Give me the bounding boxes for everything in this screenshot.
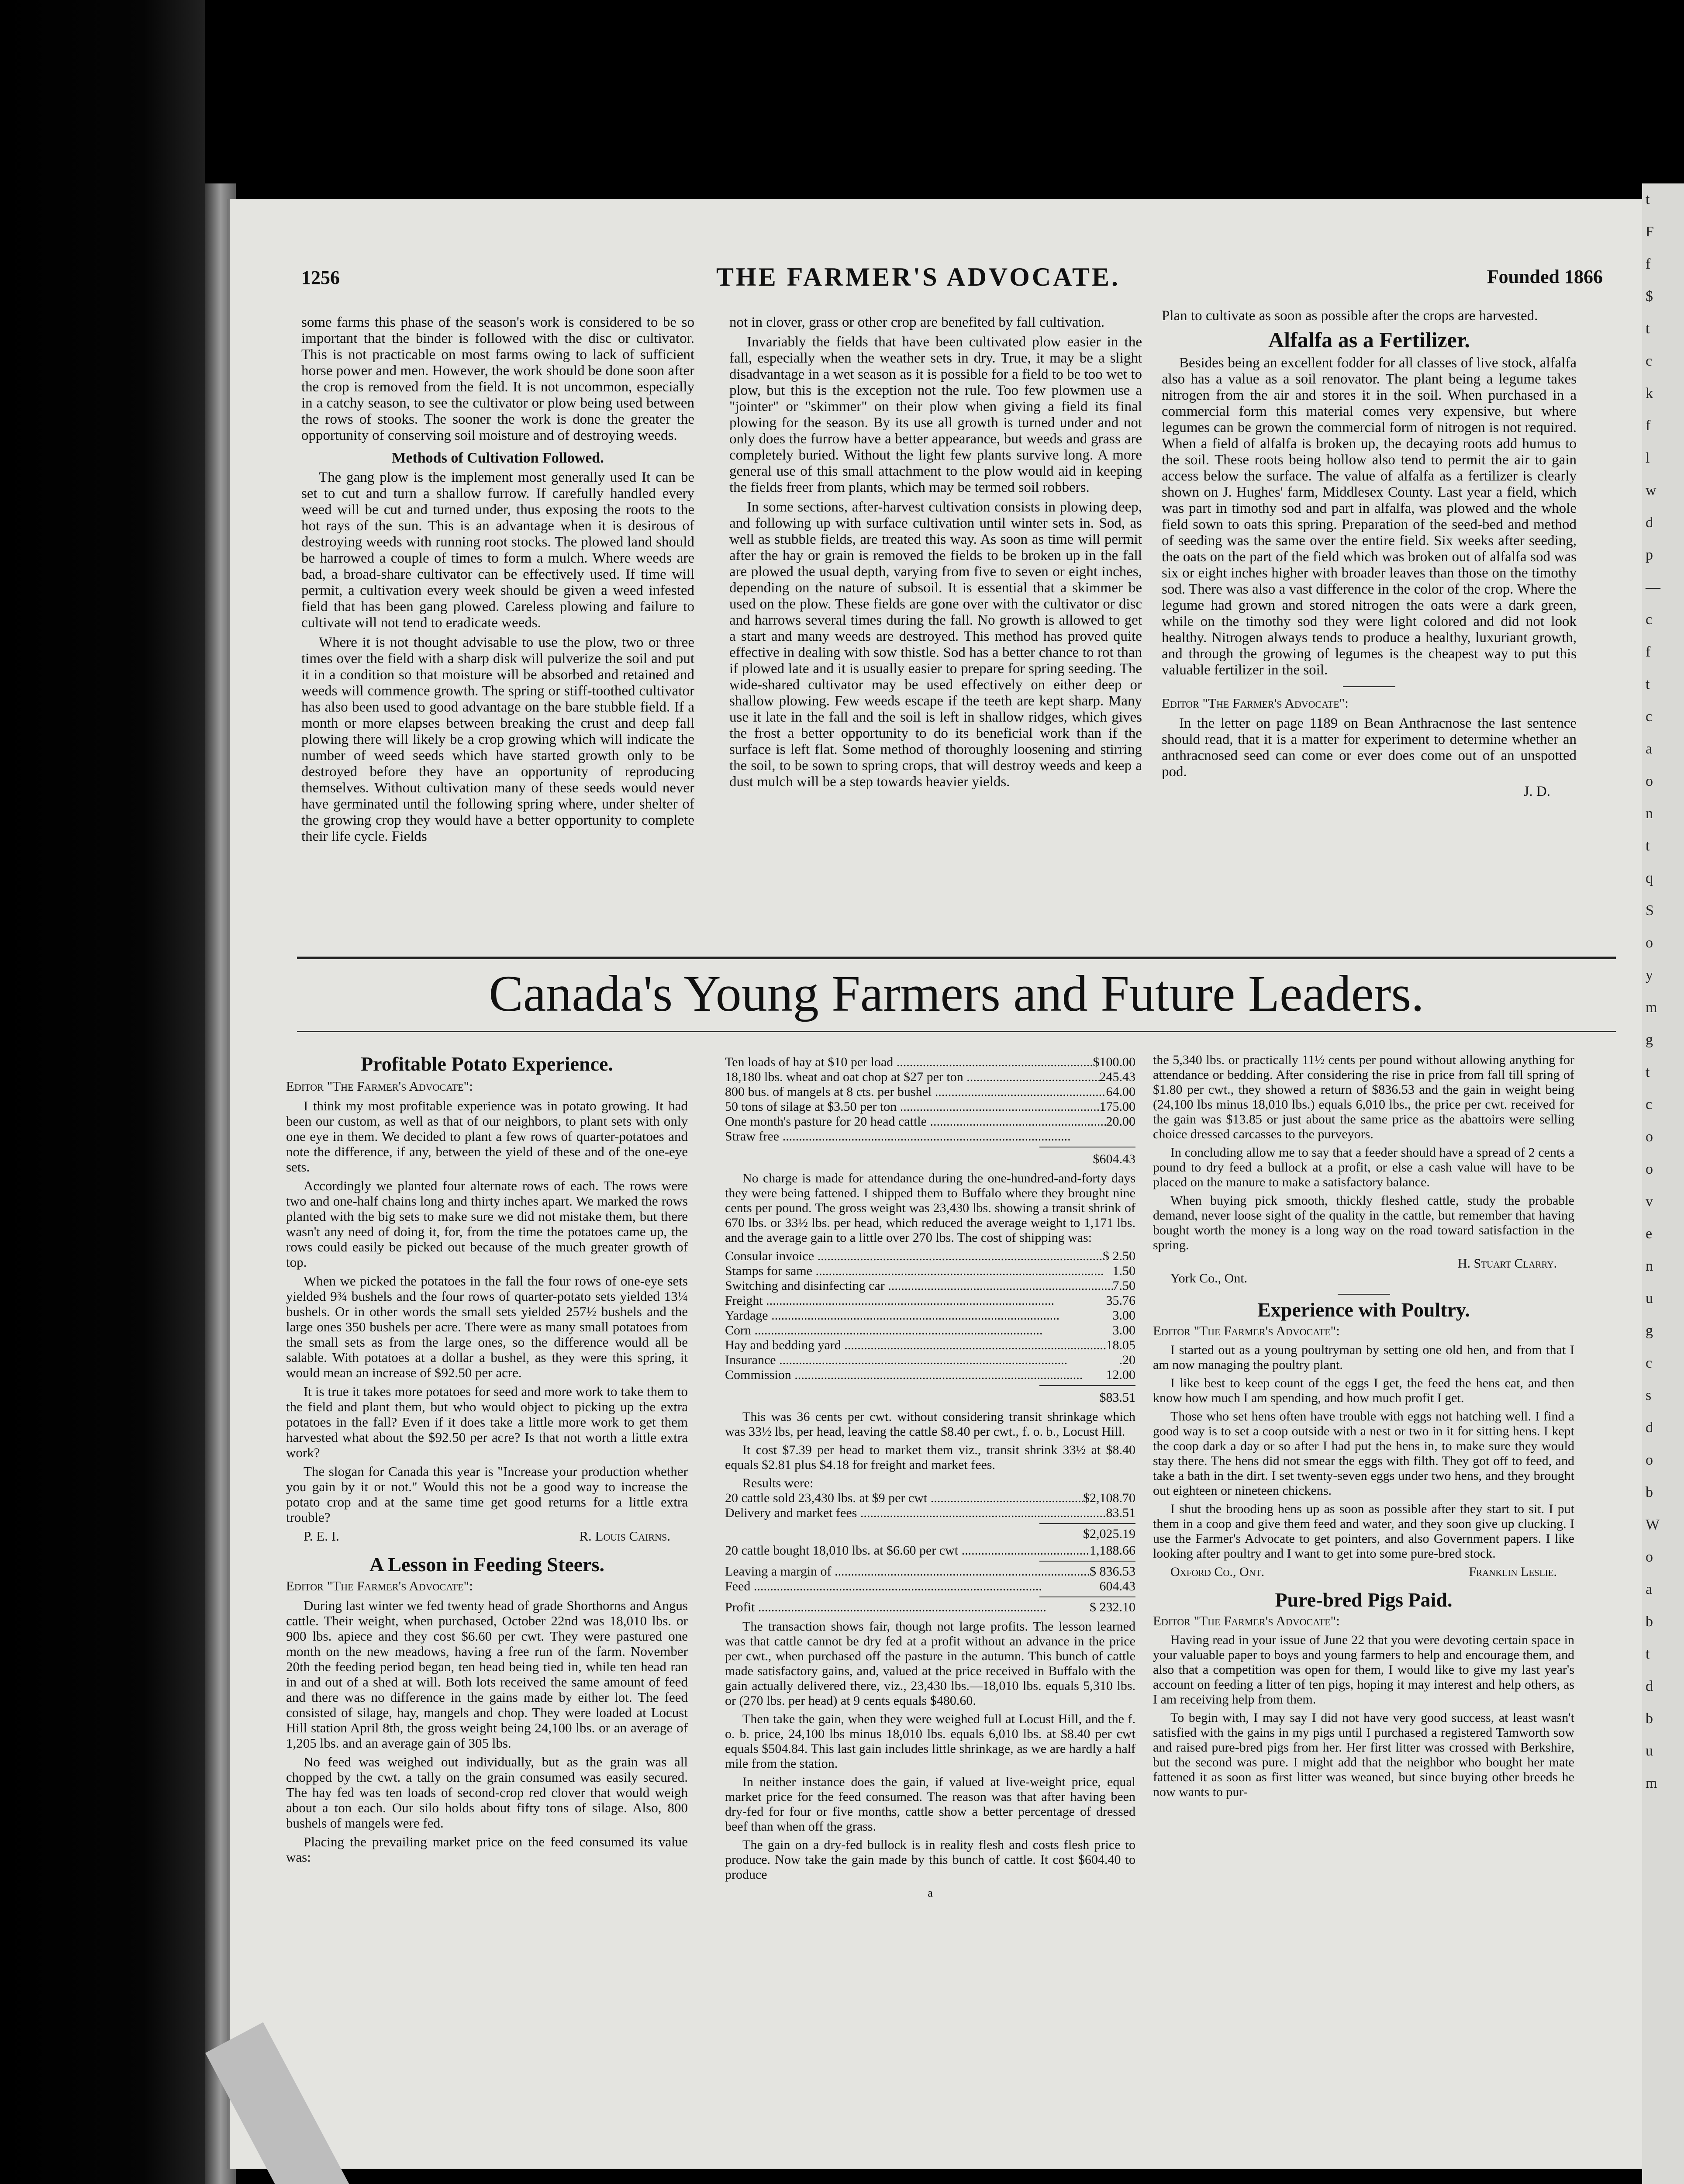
signature-place: York Co., Ont. xyxy=(1170,1271,1248,1286)
margin-fragment: f xyxy=(1646,418,1651,434)
ledger-value: 245.43 xyxy=(1099,1070,1135,1084)
ledger-row xyxy=(725,1368,1135,1382)
results-label: Results were: xyxy=(742,1476,814,1490)
ledger-value: 83.51 xyxy=(1106,1506,1135,1520)
margin-fragment: o xyxy=(1646,1452,1653,1468)
margin-fragment: t xyxy=(1646,1064,1650,1080)
ledger-row xyxy=(725,1279,1135,1293)
ledger-value: $ 2.50 xyxy=(1103,1249,1135,1263)
editor-salutation: Editor "The Farmer's Advocate": xyxy=(286,1578,473,1593)
ledger-row xyxy=(725,1129,1135,1144)
ledger-value: 64.00 xyxy=(1106,1085,1135,1099)
sum-rule xyxy=(1039,1561,1135,1562)
ledger-label: 20 cattle bought 18,010 lbs. at $6.60 per cwt ..... xyxy=(725,1543,1090,1558)
article-title: Alfalfa as a Fertilizer. xyxy=(1268,328,1470,352)
bottom-column-3 xyxy=(1153,1053,1574,1803)
ledger-value: 3.00 xyxy=(1112,1308,1135,1323)
ledger-value: 3.00 xyxy=(1112,1323,1135,1337)
ledger-value: .20 xyxy=(1119,1353,1135,1367)
margin-fragment: g xyxy=(1646,1032,1653,1048)
margin-fragment: c xyxy=(1646,1096,1653,1113)
paragraph: The gang plow is the implement most generally used It can be set to cut and turn a shallow furrow. If carefully handled every weed will be cut and turned under, thus exposing the roots to the hot rays of the sun. This is an advantage when it is desirous of destroying weeds with running root stocks. The plowed land should be harrowed a couple of times to form a mulch. Where weeds are bad, a broad-share cultivator can be effectively used. If time will permit, a cultivation every week should be given a weed infested field that has been gang plowed. Careless plowing and failure to cultivate will not tend to eradicate weeds. xyxy=(301,470,694,631)
paragraph: In some sections, after-harvest cultivation consists in plowing deep, and following up with surface cultivation until winter sets in. Sod, as well as stubble fields, are treated this way. As soon as time will permit after the hay or grain is removed the fields to be broken up in the fall are plowed the usual depth, varying from five to seven or eight inches, depending on the nature of subsoil. It is essential that a skimmer be used on the plow. These fields are gone over with the cultivator or disc and harrows several times during the fall. No growth is allowed to get a start and many weeds are destroyed. This method has proved quite effective in dealing with sow thistle. Sod has a better chance to rot than if plowed late and it is usually easier to prepare for spring seeding. The wide-shared cultivator may be used effectively on either deep or shallow plowing. Few weeds escape if the teeth are kept sharp. Many use it late in the fall and the soil is left in shallow ridges, which gives the frost a better opportunity to do its beneficial work than if the surface is left flat. Some method of thoroughly loosening and stirring the soil, to be sown to spring crops, that will destroy weeds and keep a dust mulch will be a step towards heavier yields. xyxy=(729,499,1142,790)
margin-fragment: d xyxy=(1646,1420,1653,1436)
top-column-2 xyxy=(729,314,1142,794)
article-title: Experience with Poultry. xyxy=(1257,1299,1470,1321)
ledger-value: 35.76 xyxy=(1106,1293,1135,1308)
ledger-value: $ 232.10 xyxy=(1090,1600,1135,1614)
paragraph: I think my most profitable experience was in potato growing. It had been our custom, as well as that of our neighbors, to plant sets with only one eye in them. We decided to plant a few rows of quarter-potatoes and note the difference, if any, between the yield of these and of the one-eye sets. xyxy=(286,1098,688,1175)
ledger-row xyxy=(725,1491,1135,1506)
ledger-value: $2,108.70 xyxy=(1083,1491,1135,1505)
margin-fragment: m xyxy=(1646,999,1657,1016)
top-column-1 xyxy=(301,314,694,848)
paragraph: The transaction shows fair, though not large profits. The lesson learned was that cattle cannot be dry fed at a profit without an advance in the price per cwt., when purchased off the pasture in the autumn. This bunch of cattle made satisfactory gains, and, valued at the price received in Buffalo with the gain actually delivered there, viz., 23,430 lbs.—18,010 lbs. equals 5,310 lbs. or (270 lbs. per head) at 9 cents equals $480.60. xyxy=(725,1619,1135,1708)
ledger-row xyxy=(725,1114,1135,1129)
margin-fragment: o xyxy=(1646,1549,1653,1565)
sum-rule xyxy=(1039,1523,1135,1524)
editor-salutation: Editor "The Farmer's Advocate": xyxy=(1153,1613,1340,1628)
ledger-row xyxy=(725,1323,1135,1338)
paragraph: When we picked the potatoes in the fall the four rows of one-eye sets yielded 9¾ bushels and the four rows of quarter-potato sets yielded 13¼ bushels. Or in other words the small sets yielded 257½ bushels and the large ones 350 bushels per acre. There were as many small potatoes from the small sets as from the large ones, so the difference would all be salable. With potatoes at a dollar a bushel, as they were this spring, it would mean an increase of $92.50 per acre. xyxy=(286,1273,688,1380)
top-column-3 xyxy=(1162,308,1577,800)
ledger-value: 18.05 xyxy=(1106,1338,1135,1352)
ledger-row xyxy=(725,1293,1135,1308)
signature-name: Franklin Leslie. xyxy=(1469,1565,1557,1579)
margin-fragment: o xyxy=(1646,1161,1653,1177)
ledger-label: Delivery and market fees ..... xyxy=(725,1506,1106,1521)
paragraph: In the letter on page 1189 on Bean Anthracnose the last sentence should read, that it is a matter for experiment to determine whether an anthracnosed seed can come or ever does come out of an unspotted pod. xyxy=(1162,715,1577,780)
editor-salutation: Editor "The Farmer's Advocate": xyxy=(1153,1323,1340,1338)
paragraph: When buying pick smooth, thickly fleshed cattle, study the probable demand, never loose sight of the quality in the cattle, but remember that having bought worth the money is a long way on the road toward satisfaction in the spring. xyxy=(1153,1193,1574,1252)
margin-fragment: b xyxy=(1646,1614,1653,1630)
paragraph: Where it is not thought advisable to use the plow, two or three times over the field with a sharp disk will pulverize the soil and put it in a condition so that moisture will be absorbed and retained and weeds will commence growth. The spring or stiff-toothed cultivator has also been used to good advantage on the bare stubble field. If a month or more elapses between breaking the crust and deep fall plowing there will likely be a crop growing which will indicate the number of weed seeds which have started growth only to be destroyed before they have an opportunity of reproducing themselves. Without cultivation many of these seeds would never have germinated until the following spring where, under shelter of the growing crop they would have a better opportunity to complete their life cycle. Fields xyxy=(301,635,694,844)
margin-fragment: s xyxy=(1646,1387,1652,1403)
ledger-label: Freight ..... xyxy=(725,1293,1054,1308)
page-number: 1256 xyxy=(301,267,340,288)
feed-cost-table xyxy=(725,1055,1135,1167)
margin-fragment: o xyxy=(1646,773,1653,789)
article-title: Profitable Potato Experience. xyxy=(361,1053,613,1075)
article-title: A Lesson in Feeding Steers. xyxy=(369,1553,604,1576)
margin-fragment: w xyxy=(1646,482,1656,498)
ledger-row xyxy=(725,1249,1135,1264)
signature: J. D. xyxy=(1523,784,1550,799)
results-table xyxy=(725,1491,1135,1615)
bottom-column-2 xyxy=(725,1055,1135,1901)
margin-fragment: c xyxy=(1646,708,1653,725)
margin-fragment: p xyxy=(1646,547,1653,563)
ledger-label: 18,180 lbs. wheat and oat chop at $27 per ton ..... xyxy=(725,1070,1100,1085)
ledger-label: Switching and disinfecting car ..... xyxy=(725,1279,1113,1293)
margin-fragment: t xyxy=(1646,191,1650,207)
shipping-cost-table xyxy=(725,1249,1135,1405)
signature-place: P. E. I. xyxy=(304,1528,339,1544)
ledger-label: 800 bus. of mangels at 8 cts. per bushel ..... xyxy=(725,1085,1106,1099)
margin-fragment: f xyxy=(1646,644,1651,660)
ledger-row xyxy=(725,1085,1135,1099)
margin-fragment: t xyxy=(1646,321,1650,337)
ledger-row xyxy=(725,1070,1135,1085)
paragraph: some farms this phase of the season's work is considered to be so important that the binder is followed with the disc or cultivator. This is not practicable on most farms owing to lack of sufficient horse power and men. However, the work should be done soon after the crop is removed from the field. It is not uncommon, especially in a catchy season, to see the cultivator or plow being used between the rows of stooks. The sooner the work is done the greater the opportunity of conserving soil moisture and of destroying weeds. xyxy=(301,314,694,443)
ledger-label: Stamps for same ..... xyxy=(725,1264,1104,1279)
ledger-value: 604.43 xyxy=(1099,1579,1135,1593)
margin-fragment: e xyxy=(1646,1226,1653,1242)
ledger-label: 50 tons of silage at $3.50 per ton ..... xyxy=(725,1099,1100,1114)
ledger-row xyxy=(725,1353,1135,1368)
margin-fragment: d xyxy=(1646,515,1653,531)
article-title: Pure-bred Pigs Paid. xyxy=(1275,1589,1453,1611)
divider xyxy=(1338,1294,1390,1295)
margin-fragment: a xyxy=(1646,1581,1653,1597)
paragraph: In neither instance does the gain, if valued at live-weight price, equal market price for the feed consumed. The reason was that after having been dry-fed for four or five months, cattle show a better percentage of dressed beef than when off the grass. xyxy=(725,1775,1135,1834)
margin-fragment: c xyxy=(1646,1355,1653,1371)
ledger-row xyxy=(725,1099,1135,1114)
editor-salutation: Editor "The Farmer's Advocate": xyxy=(1162,695,1349,711)
page-header xyxy=(301,262,1612,293)
paragraph: the 5,340 lbs. or practically 11½ cents per pound without allowing anything for attendance or bedding. After considering the rise in price from fall till spring of $1.80 per cwt., they showed a return of $836.53 and the gain in weight being (24,100 lbs minus 18,010 lbs.) equals 6,010 lbs., the price per cwt. received for the gain was $13.85 or just about the same price as the abattoirs were selling choice dressed carcasses to the purveyors. xyxy=(1153,1053,1574,1141)
section-rule-bottom xyxy=(297,1031,1616,1032)
margin-fragment: t xyxy=(1646,838,1650,854)
divider xyxy=(1343,686,1395,687)
margin-fragment: v xyxy=(1646,1193,1653,1209)
margin-fragment: t xyxy=(1646,676,1650,692)
bottom-column-1 xyxy=(286,1048,688,1868)
signature-place: Oxford Co., Ont. xyxy=(1170,1565,1265,1579)
ledger-label: Ten loads of hay at $10 per load ..... xyxy=(725,1055,1093,1070)
margin-fragment: y xyxy=(1646,967,1653,983)
paragraph: Then take the gain, when they were weighed full at Locust Hill, and the f. o. b. price, 24,100 lbs minus 18,010 lbs. equals 6,010 lbs. at $8.40 per cwt equals $504.84. This last gain includes little shrinkage, as we are hardly a half mile from the station. xyxy=(725,1712,1135,1771)
margin-fragment: c xyxy=(1646,612,1653,628)
paragraph: No charge is made for attendance during the one-hundred-and-forty days they were being fattened. I shipped them to Buffalo where they brought nine cents per pound. The gross weight was 23,430 lbs. showing a transit shrink of 670 lbs. or 33½ lbs. per head, which reduced the average weight to 1,171 lbs. and the average gain to a little over 270 lbs. The cost of shipping was: xyxy=(725,1171,1135,1245)
margin-fragment: a xyxy=(1646,741,1653,757)
ledger-row xyxy=(725,1338,1135,1353)
paragraph: Besides being an excellent fodder for all classes of live stock, alfalfa also has a value as a soil renovator. The plant being a legume takes nitrogen from the air and stores it in the soil. When purchased in a commercial form this material comes very expensive, but where legumes can be grown the commercial form of nitrogen is not required. When a field of alfalfa is broken up, the decaying roots add humus to the soil. These roots being hollow also tend to permit the air to gain access below the surface. The value of alfalfa as a fertilizer is clearly shown on J. Hughes' farm, Middlesex County. Last year a field, which was part in timothy sod and part in alfalfa, was plowed and the whole field sown to oats this spring. Preparation of the seed-bed and method of seeding was the same over the entire field. Six weeks after seeding, the oats on the part of the field which was broken out of alfalfa sod was six or eight inches higher with broader leaves than those on the timothy sod. There was also a vast difference in the color of the crop. Where the legume had grown and stored nitrogen the oats were a dark green, while on the timothy sod they were light colored and did not look healthy. Nitrogen always tends to produce a healthy, luxuriant growth, and through the growing of legumes is the cheapest way to put this valuable fertilizer in the soil. xyxy=(1162,355,1577,678)
section-banner: Canada's Young Farmers and Future Leaders. xyxy=(489,965,1424,1022)
margin-fragment: n xyxy=(1646,805,1653,822)
margin-fragment: b xyxy=(1646,1484,1653,1500)
paragraph: It cost $7.39 per head to market them viz., transit shrink 33½ at $8.40 equals $2.81 plus $4.18 for freight and market fees. xyxy=(725,1443,1135,1472)
margin-fragment: b xyxy=(1646,1711,1653,1727)
ledger-total: $83.51 xyxy=(1099,1390,1135,1405)
paragraph: I shut the brooding hens up as soon as possible after they start to sit. I put them in a coop and give them feed and water, and they soon give up clucking. I use the Farmer's Advocate to get pointers, and also Government papers. I like looking after poultry and I want to get into some pure-bred stock. xyxy=(1153,1502,1574,1561)
ledger-value: $100.00 xyxy=(1093,1055,1135,1069)
ledger-label: One month's pasture for 20 head cattle ..... xyxy=(725,1114,1106,1129)
margin-fragment: t xyxy=(1646,1646,1650,1662)
paragraph: Those who set hens often have trouble with eggs not hatching well. I find a good way is to set a coop outside with a nest or two in it for sitting hens. I kept the coop dark a day or so after I had put the hens in, to make sure they would stay there. The hens did not smear the eggs with filth. They got off to feed, and take a bath in the dirt. I set twenty-seven eggs under two hens, and they brought out eighteen or nineteen chickens. xyxy=(1153,1409,1574,1498)
ledger-label: Yardage ..... xyxy=(725,1308,1059,1323)
founded-line: Founded 1866 xyxy=(1487,266,1603,287)
signature-name: H. Stuart Clarry. xyxy=(1457,1256,1557,1271)
margin-fragment: $ xyxy=(1646,288,1653,304)
ledger-row xyxy=(725,1055,1135,1070)
ledger-label: Profit ..... xyxy=(725,1600,1046,1615)
margin-fragment: u xyxy=(1646,1290,1653,1306)
margin-fragment: f xyxy=(1646,256,1651,272)
signature-line xyxy=(1153,1565,1574,1579)
signature-name: R. Louis Cairns. xyxy=(579,1528,670,1544)
ledger-value: 7.50 xyxy=(1112,1279,1135,1293)
margin-fragment: S xyxy=(1646,902,1654,919)
ledger-label: Corn ..... xyxy=(725,1323,1043,1338)
paragraph: This was 36 cents per cwt. without considering transit shrinkage which was 33½ lbs, per head, leaving the cattle $8.40 per cwt., f. o. b., Locust Hill. xyxy=(725,1410,1135,1439)
paragraph: The slogan for Canada this year is "Increase your production whether you gain by it or not." Would this not be a good way to increase the potato crop and at the same time get good returns for a little extra trouble? xyxy=(286,1464,688,1525)
paragraph: Accordingly we planted four alternate rows of each. The rows were two and one-half chains long and thirty inches apart. We marked the rows planted with the big sets to make sure we did not mistake them, but there wasn't any need of doing it, for, from the time the potatoes came up, the rows could easily be picked out because of the much greater growth of top. xyxy=(286,1178,688,1270)
ledger-row xyxy=(725,1506,1135,1521)
margin-fragment: F xyxy=(1646,224,1654,240)
margin-fragment: W xyxy=(1646,1517,1660,1533)
ledger-label: Consular invoice ..... xyxy=(725,1249,1103,1264)
margin-fragment: l xyxy=(1646,450,1650,466)
footer-signature-mark: a xyxy=(928,1887,933,1899)
margin-fragment: k xyxy=(1646,385,1653,401)
ledger-label: Straw free ..... xyxy=(725,1129,1071,1144)
paragraph: I like best to keep count of the eggs I get, the feed the hens eat, and then know how much I am spending, and how much profit I get. xyxy=(1153,1376,1574,1405)
ledger-value: 1,188.66 xyxy=(1090,1543,1135,1558)
paragraph: The gain on a dry-fed bullock is in reality flesh and costs flesh price to produce. Now take the gain made by this bunch of cattle. It cost $604.40 to produce xyxy=(725,1838,1135,1882)
paragraph: I started out as a young poultryman by setting one old hen, and from that I am now managing the poultry plant. xyxy=(1153,1343,1574,1372)
ledger-row xyxy=(725,1264,1135,1279)
margin-fragment: n xyxy=(1646,1258,1653,1274)
facing-page-strip xyxy=(1642,183,1684,2184)
ledger-value: 12.00 xyxy=(1106,1368,1135,1382)
paragraph: No feed was weighed out individually, but as the grain was all chopped by the cwt. a tally on the grain consumed was easily secured. The hay fed was ten loads of second-crop red clover that would weigh about a ton each. Our silo holds about fifty tons of silage. Also, 800 bushels of mangels were fed. xyxy=(286,1754,688,1831)
section-rule-top xyxy=(297,957,1616,959)
ledger-label: Leaving a margin of ..... xyxy=(725,1564,1090,1579)
ledger-row xyxy=(725,1600,1135,1615)
paragraph: Placing the prevailing market price on the feed consumed its value was: xyxy=(286,1834,688,1865)
ledger-row xyxy=(725,1308,1135,1323)
ledger-total: $604.43 xyxy=(1093,1152,1135,1166)
subheading: Methods of Cultivation Followed. xyxy=(392,450,604,466)
paragraph: not in clover, grass or other crop are benefited by fall cultivation. xyxy=(729,314,1105,330)
paragraph: In concluding allow me to say that a feeder should have a spread of 2 cents a pound to dry feed a bullock at a profit, or else a cash value will have to be placed on the manure to make a satisfactory balance. xyxy=(1153,1145,1574,1189)
margin-fragment: c xyxy=(1646,353,1653,369)
sum-rule xyxy=(1039,1385,1135,1386)
ledger-label: Feed ..... xyxy=(725,1579,1042,1594)
ledger-value: $ 836.53 xyxy=(1090,1564,1135,1579)
ledger-value: 20.00 xyxy=(1106,1114,1135,1129)
margin-fragment: o xyxy=(1646,935,1653,951)
ledger-subtotal: $2,025.19 xyxy=(1083,1527,1135,1541)
signature-line xyxy=(286,1528,688,1544)
ledger-row xyxy=(725,1543,1135,1558)
masthead: THE FARMER'S ADVOCATE. xyxy=(716,263,1120,291)
margin-fragment: o xyxy=(1646,1129,1653,1145)
ledger-label: Commission ..... xyxy=(725,1368,1083,1382)
ledger-label: Hay and bedding yard ..... xyxy=(725,1338,1106,1353)
paragraph: Invariably the fields that have been cultivated plow easier in the fall, especially when the weather sets in dry. True, it may be a slight disadvantage in a wet season as it is possible for a field to be too wet to plow, but this is the exception not the rule. Too few plowmen use a "jointer" or "skimmer" on their plow when giving a field its final plowing for the season. By its use all growth is turned under and not only does the furrow have a better appearance, but weeds and grass are completely buried. Without the light few plants survive long. A more general use of this small attachment to the plow would aid in keeping the fields freer from plants, which may be termed soil robbers. xyxy=(729,334,1142,495)
margin-fragment: q xyxy=(1646,870,1653,886)
margin-fragment: g xyxy=(1646,1323,1653,1339)
ledger-row xyxy=(725,1564,1135,1579)
paragraph: Having read in your issue of June 22 that you were devoting certain space in your valuable paper to boys and young farmers to help and encourage them, and also that a competition was open for them, I would like to give my last year's account on feeding a litter of ten pigs, hoping it may interest and help others, as I am receiving help from them. xyxy=(1153,1633,1574,1707)
ledger-label: Insurance ..... xyxy=(725,1353,1067,1368)
paragraph: During last winter we fed twenty head of grade Shorthorns and Angus cattle. Their weight, when purchased, October 22nd was 18,010 lbs. or 900 lbs. apiece and they cost $6.60 per cwt. They were pastured one month on the new meadows, having a free run of the farm. November 20th the feeding period began, ten head being tied in, while ten head ran in and out of a shed at will. Both lots received the same amount of feed and there was no difference in the gains made by either lot. The feed consisted of silage, hay, mangels and chop. They were loaded at Locust Hill station April 8th, the gross weight being 24,100 lbs. or an average of 1,205 lbs. and an average gain of 305 lbs. xyxy=(286,1598,688,1751)
scan-background xyxy=(0,0,205,2184)
ledger-label: 20 cattle sold 23,430 lbs. at $9 per cwt ..... xyxy=(725,1491,1083,1506)
ledger-value: 1.50 xyxy=(1112,1264,1135,1278)
ledger-value: 175.00 xyxy=(1099,1099,1135,1114)
margin-fragment: d xyxy=(1646,1678,1653,1694)
paragraph: Plan to cultivate as soon as possible after the crops are harvested. xyxy=(1162,308,1538,324)
editor-salutation: Editor "The Farmer's Advocate": xyxy=(286,1078,473,1094)
ledger-row xyxy=(725,1579,1135,1594)
margin-fragment: m xyxy=(1646,1775,1657,1791)
paragraph: To begin with, I may say I did not have very good success, at least wasn't satisfied with the gains in my pigs until I purchased a registered Tamworth sow and raised pure-bred pigs from her. Her first litter was crossed with Berkshire, but the second was pure. I might add that the neighbor who bought her mate fattened it as soon as first litter was weaned, but since buying other breeds he now wants to pur- xyxy=(1153,1711,1574,1799)
margin-fragment: — xyxy=(1646,579,1660,595)
paragraph: It is true it takes more potatoes for seed and more work to take them to the field and plant them, but who would object to picking up the extra potatoes in the fall? Even if it does take a little more work to get them harvested what about the $92.50 per acre? Is that not worth a little extra work? xyxy=(286,1384,688,1460)
margin-fragment: u xyxy=(1646,1743,1653,1759)
